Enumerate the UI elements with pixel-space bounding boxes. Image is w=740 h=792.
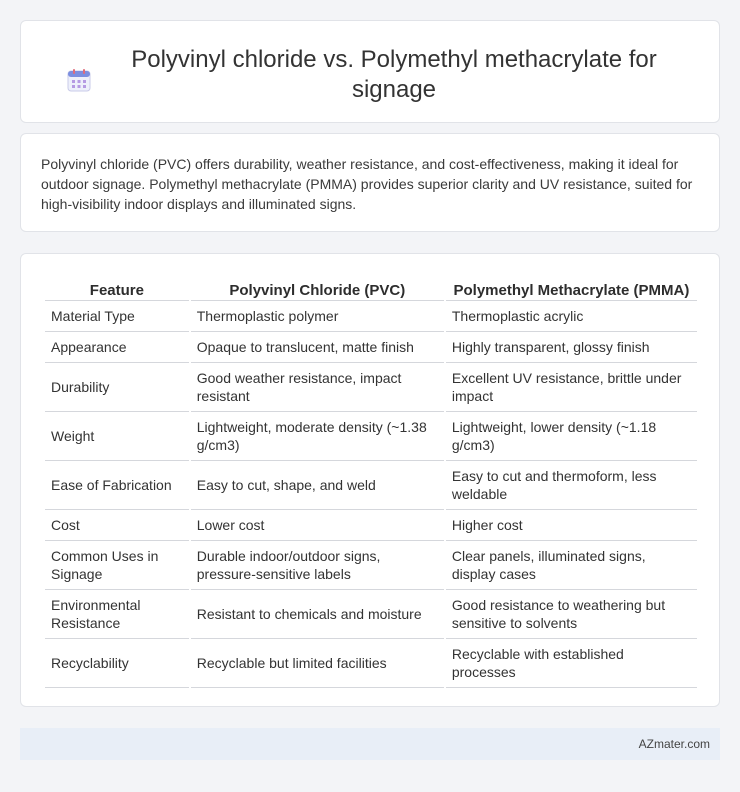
summary-card <box>20 133 720 232</box>
page-title: Polyvinyl chloride vs. Polymethyl methacrylate for signage <box>131 46 657 103</box>
pmma-cell: Recyclable with established processes <box>446 639 697 688</box>
pmma-cell: Highly transparent, glossy finish <box>446 332 697 363</box>
pmma-cell: Good resistance to weathering but sensitive to solvents <box>446 590 697 639</box>
comparison-table <box>43 274 699 688</box>
pmma-cell: Thermoplastic acrylic <box>446 301 697 332</box>
table-row <box>45 412 697 461</box>
feature-cell: Durability <box>45 363 189 412</box>
table-row <box>45 541 697 590</box>
pmma-cell: Higher cost <box>446 510 697 541</box>
pmma-cell: Lightweight, lower density (~1.18 g/cm3) <box>446 412 697 461</box>
pvc-cell: Recyclable but limited facilities <box>191 639 444 688</box>
pvc-cell: Opaque to translucent, matte finish <box>191 332 444 363</box>
feature-cell: Appearance <box>45 332 189 363</box>
pmma-cell: Easy to cut and thermoform, less weldable <box>446 461 697 510</box>
feature-cell: Environmental Resistance <box>45 590 189 639</box>
table-row <box>45 332 697 363</box>
table-row <box>45 461 697 510</box>
pvc-cell: Easy to cut, shape, and weld <box>191 461 444 510</box>
pvc-cell: Lightweight, moderate density (~1.38 g/cm3) <box>191 412 444 461</box>
comparison-card <box>20 253 720 707</box>
footer <box>20 728 720 760</box>
pvc-cell: Thermoplastic polymer <box>191 301 444 332</box>
title-wrap <box>21 21 719 105</box>
table-row <box>45 590 697 639</box>
title-card <box>20 20 720 123</box>
header-pvc: Polyvinyl Chloride (PVC) <box>191 274 444 301</box>
feature-cell: Cost <box>45 510 189 541</box>
feature-cell: Common Uses in Signage <box>45 541 189 590</box>
summary-text: Polyvinyl chloride (PVC) offers durability, weather resistance, and cost-effectiveness, making it ideal for outdoor signage. Polymethyl methacrylate (PMMA) provides superior clarity and UV resistance, suited for high-visibility indoor displays and illuminated signs. <box>41 156 693 212</box>
feature-cell: Material Type <box>45 301 189 332</box>
pvc-cell: Good weather resistance, impact resistant <box>191 363 444 412</box>
table-row <box>45 301 697 332</box>
pmma-cell: Clear panels, illuminated signs, display cases <box>446 541 697 590</box>
feature-cell: Ease of Fabrication <box>45 461 189 510</box>
feature-cell: Recyclability <box>45 639 189 688</box>
pvc-cell: Lower cost <box>191 510 444 541</box>
pvc-cell: Durable indoor/outdoor signs, pressure-sensitive labels <box>191 541 444 590</box>
table-row <box>45 363 697 412</box>
header-pmma: Polymethyl Methacrylate (PMMA) <box>446 274 697 301</box>
pvc-cell: Resistant to chemicals and moisture <box>191 590 444 639</box>
calendar-icon <box>66 67 92 93</box>
footer-brand-link[interactable]: AZmater.com <box>638 737 710 751</box>
header-feature: Feature <box>45 274 189 301</box>
feature-cell: Weight <box>45 412 189 461</box>
table-row <box>45 639 697 688</box>
table-header-row <box>45 274 697 301</box>
table-row <box>45 510 697 541</box>
pmma-cell: Excellent UV resistance, brittle under impact <box>446 363 697 412</box>
